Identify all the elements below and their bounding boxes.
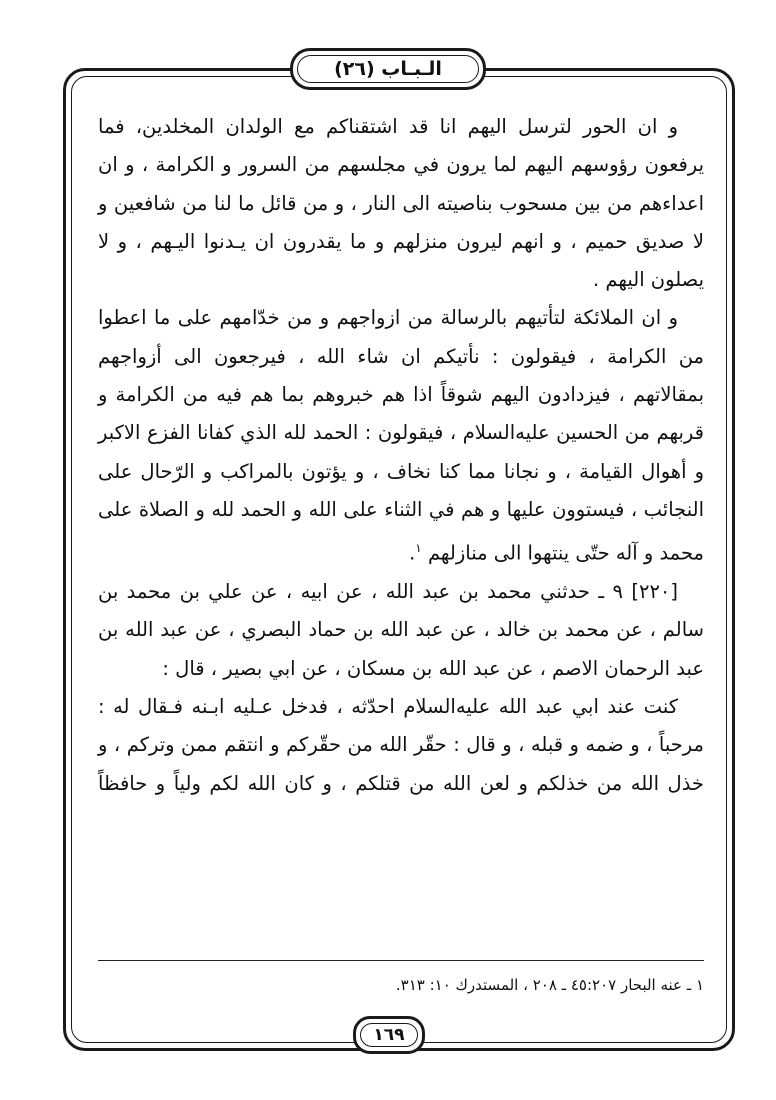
page-number: ١٦٩ [373,1025,405,1045]
paragraph-1: و ان الحور لترسل اليهم انا قد اشتقناكم مع الولدان المخلدين، فما يرفعون رؤوسهم اليهم لما يرون في مجلسهم من السرور و الكرامة ، و ان اعداءهم من بين مسحوب بناصيته الى النار ، و من قائل ما لنا من شافعين و لا صديق حميم ، و انهم ليرون منزلهم و ما يقدرون ان يـدنوا اليـهم ، و لا يصلون اليهم . [98,115,704,292]
paragraph-3: [٢٢٠] ٩ ـ حدثني محمد بن عبد الله ، عن ابيه ، عن علي بن محمد بن سالم ، عن محمد بن خالد ، عن عبد الله بن حماد البصري ، عن عبد الله بن عبد الرحمان الاصم ، عن عبد الله بن مسكان ، عن ابي بصير ، قال : [98,580,704,680]
paragraph-2: و ان الملائكة لتأتيهم بالرسالة من ازواجهم و من خدّامهم على ما اعطوا من الكرامة ، فيقولون : نأتيكم ان شاء الله ، فيرجعون الى أزواجهم بمقالاتهم ، فيزدادون اليهم شوقاً اذا هم خبروهم بما هم فيه من الكرامة و قربهم من الحسين عليه‌السلام ، فيقولون : الحمد لله الذي كفانا الفزع الاكبر و أهوال القيامة ، و نجانا مما كنا نخاف ، و يؤتون بالمراكب و الرّحال على النجائب ، فيستوون عليها و هم في الثناء على الله و الحمد لله و الصلاة على محمد و آله حتّى ينتهوا الى منازلهم $^١$. [98,306,704,565]
chapter-header [290,48,486,90]
paragraph-2-text: و ان الملائكة لتأتيهم بالرسالة من ازواجهم و من خدّامهم على ما اعطوا من الكرامة ، فيقولون : نأتيكم ان شاء الله ، فيرجعون الى أزواجهم بمقالاتهم ، فيزدادون اليهم شوقاً اذا هم خبروهم بما هم فيه من الكرامة و قربهم من الحسين عليه‌السلام ، فيقولون : الحمد لله الذي كفانا الفزع الاكبر و أهوال القيامة ، و نجانا مما كنا نخاف ، و يؤتون بالمراكب و الرّحال على النجائب ، فيستوون عليها و هم في الثناء على الله و الحمد لله و الصلاة على محمد و آله حتّى ينتهوا الى منازلهم [98,306,704,565]
main-text [98,108,704,803]
paragraph-4: كنت عند ابي عبد الله عليه‌السلام احدّثه ، فدخل عـليه ابـنه فـقال له : مرحباً ، و ضمه و قبله ، و قال : حقّر الله من حقّركم و انتقم ممن وتركم ، و خذل الله من خذلكم و لعن الله من قتلكم ، و كان الله لكم ولياً و حافظاً [98,694,704,795]
footnote-divider [98,960,704,961]
footnote: ١ ـ عنه البحار ٤٥:٢٠٧ ـ ٢٠٨ ، المستدرك ١٠: ٣١٣. [395,976,704,994]
chapter-title: الـبـاب (٢٦) [334,58,442,80]
footnote-reference: ١ [415,541,422,556]
page-number-badge [353,1016,425,1054]
